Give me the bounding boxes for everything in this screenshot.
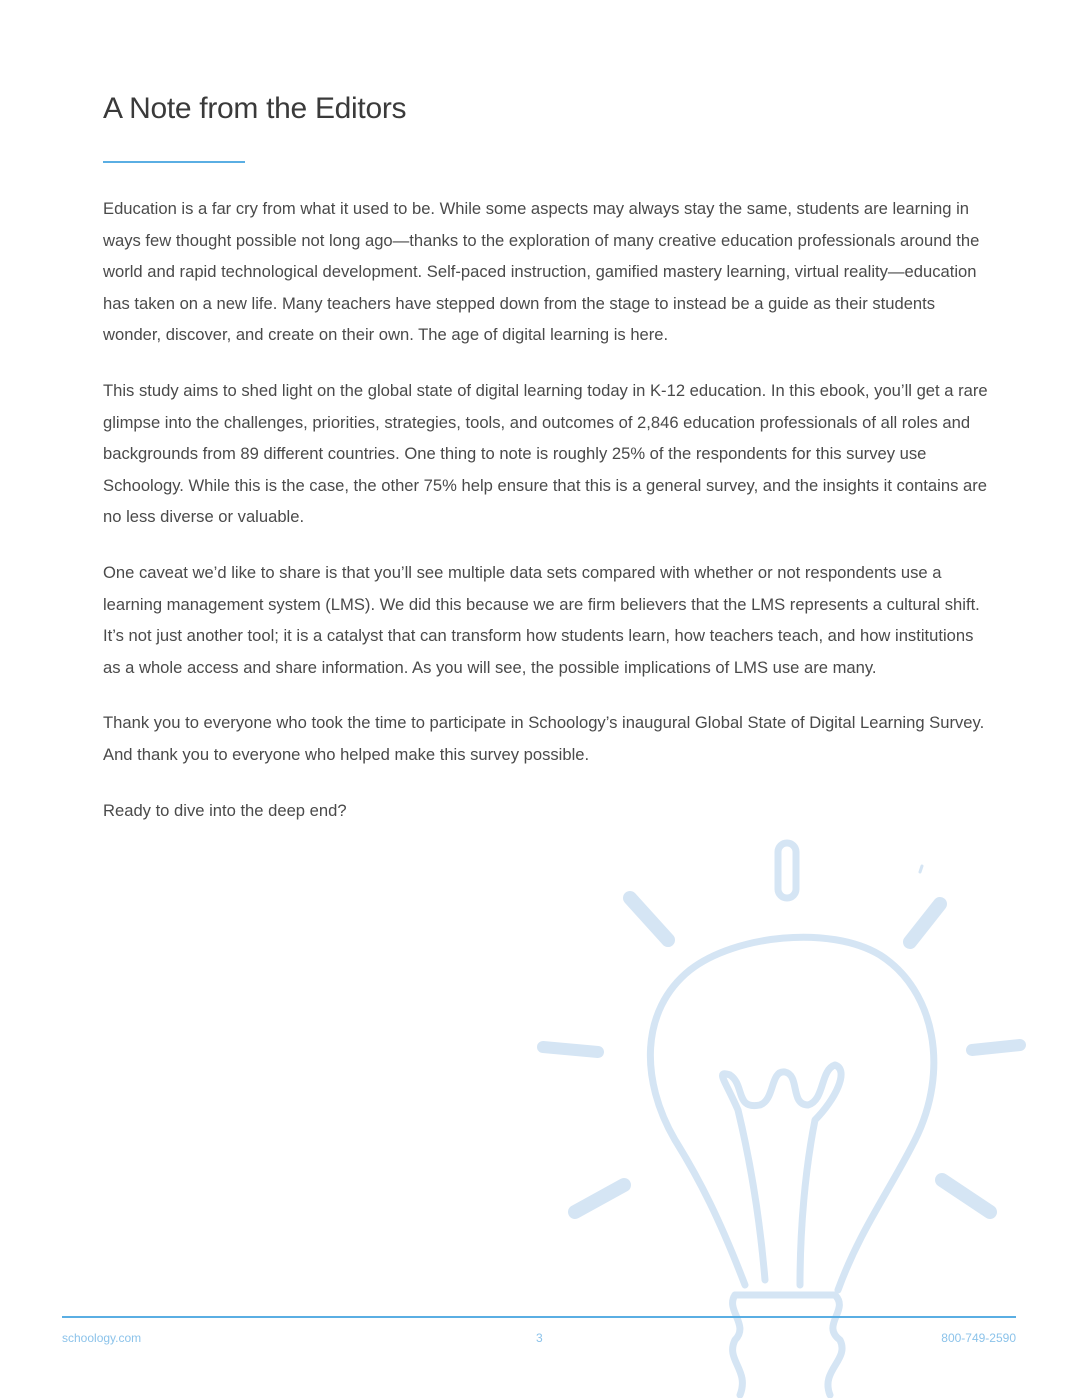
footer-website-link[interactable]: schoology.com	[62, 1331, 142, 1345]
title-underline	[103, 161, 245, 163]
page-title: A Note from the Editors	[103, 92, 407, 125]
lightbulb-illustration	[520, 830, 1060, 1398]
footer-phone: 800-749-2590	[941, 1331, 1016, 1345]
paragraph: Ready to dive into the deep end?	[103, 800, 347, 820]
paragraph: One caveat we’d like to share is that you’ll see multiple data sets compared with whether or not respondents use a learning management system (LMS). We did this because we are firm believers that the LMS represents a cultural shift. It’s not just another tool; it is a catalyst that can transform how students learn, how teachers teach, and how institutions as a whole access and share information. As you will see, the possible implications of LMS use are many.	[103, 562, 980, 677]
paragraph: Thank you to everyone who took the time to participate in Schoology’s inaugural Global State of Digital Learning Survey. And thank you to everyone who helped make this survey possible.	[103, 713, 985, 764]
page-number: 3	[536, 1331, 543, 1345]
paragraph: Education is a far cry from what it used to be. While some aspects may always stay the same, students are learning in ways few thought possible not long ago—thanks to the exploration of many creative education professionals around the world and rapid technological development. Self-paced instruction, gamified mastery learning, virtual reality—education has taken on a new life. Many teachers have stepped down from the stage to instead be a guide as their students wonder, discover, and create on their own. The age of digital learning is here.	[103, 199, 980, 345]
paragraph: This study aims to shed light on the global state of digital learning today in K-12 education. In this ebook, you’ll get a rare glimpse into the challenges, priorities, strategies, tools, and outcomes of 2,846 education professionals of all roles and backgrounds from 89 different countries. One thing to note is roughly 25% of the respondents for this survey use Schoology. While this is the case, the other 75% help ensure that this is a general survey, and the insights it contains are no less diverse or valuable.	[103, 380, 988, 527]
body-text	[103, 193, 988, 850]
footer-divider	[62, 1316, 1016, 1318]
